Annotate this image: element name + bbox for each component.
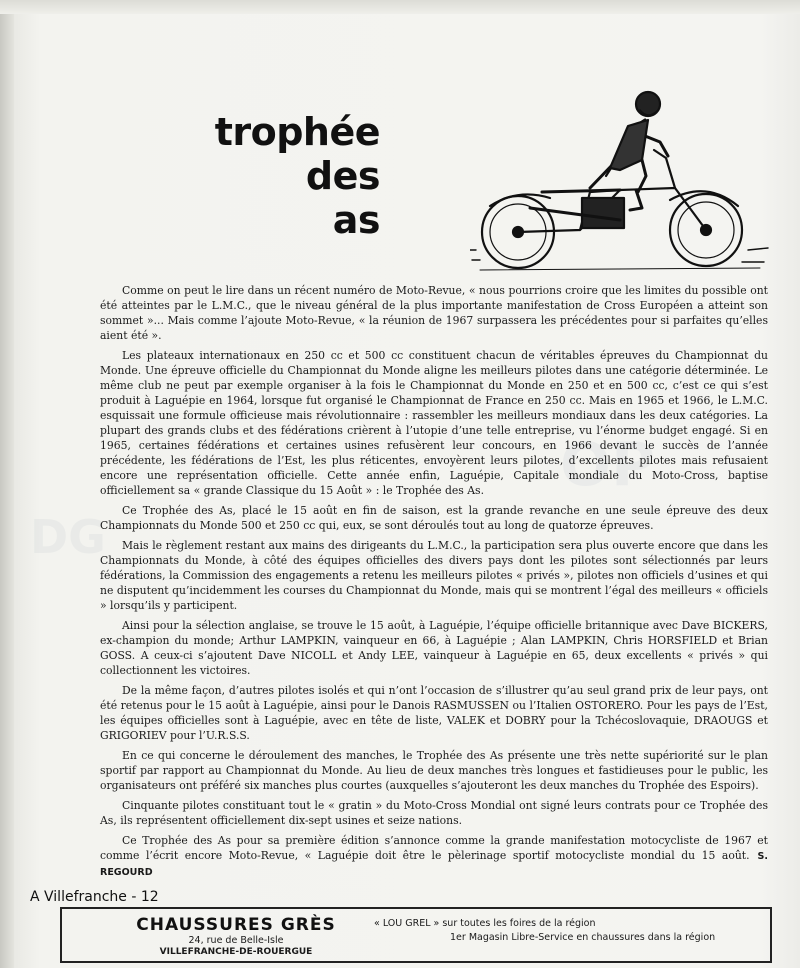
article-title bbox=[155, 110, 380, 242]
paragraph: Les plateaux internationaux en 250 cc et 500 cc constituent chacun de véritables épreuves du Championnat du Monde. Une épreuve officielle du Championnat du Monde aligne les meilleurs pilotes dans une catégorie déterminée. Le même club ne peut par exemple organiser à la fois le Championnat du Monde en 250 et en 500 cc, c’est ce qui s’est produit à Laguépie en 1964, lorsque fut organisé le Championnat de France en 250 cc. Mais en 1965 et 1966, le L.M.C. esquissait une formule officieuse mais révolutionnaire : rassembler les meilleurs mondiaux dans les deux catégories. La plupart des grands clubs et des fédérations crièrent à l’utopie d’une telle entreprise, vu l’énorme budget engagé. Si en 1965, certaines fédérations et certaines usines refusèrent leur concours, en 1966 devant le succès de l’année précédente, les fédérations de l’Est, les plus réticentes, envoyèrent leurs pilotes, d’excellents pilotes mais refusaient encore une représentation officielle. Cette année enfin, Laguépie, Capitale mondiale du Moto-Cross, baptise officiellement sa « grande Classique du 15 Août » : le Trophée des As. bbox=[100, 349, 768, 497]
title-line-1: trophée bbox=[214, 110, 380, 154]
ad-right-block bbox=[374, 917, 764, 945]
paragraph-final bbox=[100, 833, 768, 880]
paragraph: Comme on peut le lire dans un récent numéro de Moto-Revue, « nous pourrions croire que les limites du possible ont été atteintes par le L.M.C., que le niveau général de la plus importante manifestation de Cross Européen a atteint son sommet »... Mais comme l’ajoute Moto-Revue, « la réunion de 1967 surpassera les précédentes pour si parfaites qu’elles aient été ». bbox=[100, 284, 768, 342]
ad-left-block bbox=[86, 915, 386, 957]
title-line-3: as bbox=[332, 198, 380, 242]
ad-address: 24, rue de Belle-Isle bbox=[188, 935, 284, 946]
paragraph: Ainsi pour la sélection anglaise, se trouve le 15 août, à Laguépie, l’équipe officielle britannique avec Dave BICKERS, ex-champion du monde; Arthur LAMPKIN, vainqueur en 66, à Laguépie ; Alan LAMPKIN, Chris HORSFIELD et Brian GOSS. A ceux-ci s’ajoutent Dave NICOLL et Andy LEE, vainqueur à Laguépie en 65, deux excellents « privés » qui collectionnent les victoires. bbox=[100, 619, 768, 677]
page-spine bbox=[0, 0, 14, 968]
page-top-edge bbox=[0, 0, 800, 14]
title-line-2: des bbox=[305, 154, 380, 198]
ad-brand: CHAUSSURES GRÈS bbox=[136, 915, 336, 935]
ad-line-2: 1er Magasin Libre-Service en chaussures dans la région bbox=[450, 932, 716, 943]
paragraph: Cinquante pilotes constituant tout le « gratin » du Moto-Cross Mondial ont signé leurs contrats pour ce Trophée des As, ils représentent officiellement dix-sept usines et seize nations. bbox=[100, 799, 768, 827]
ad-line-1: « LOU GREL » sur toutes les foires de la région bbox=[374, 918, 596, 929]
paragraph: De la même façon, d’autres pilotes isolés et qui n’ont l’occasion de s’illustrer qu’au seul grand prix de leur pays, ont été retenus pour le 15 août à Laguépie, ainsi pour le Danois RASMUSSEN ou l’Italien OSTORERO. Pour les pays de l’Est, les équipes officielles sont à Laguépie, avec en tête de liste, VALEK et DOBRY pour la Tchécoslovaquie, DRAOUGS et GRIGORIEV pour l’U.R.S.S. bbox=[100, 684, 768, 742]
paragraph: En ce qui concerne le déroulement des manches, le Trophée des As présente une très nette supériorité sur le plan sportif par rapport au Championnat du Monde. Au lieu de deux manches très longues et fastidieuses pour le public, les organisateurs ont préféré six manches plus courtes (auxquelles s’ajouteront les deux manches du Trophée des Espoirs). bbox=[100, 749, 768, 792]
paragraph: Ce Trophée des As, placé le 15 août en fin de saison, est la grande revanche en une seule épreuve des deux Championnats du Monde 500 et 250 cc qui, eux, se sont déroulés tout au long de quatorze épreuves. bbox=[100, 504, 768, 532]
page-folio: A Villefranche - 12 bbox=[30, 889, 159, 905]
show-through-text: DG bbox=[30, 510, 106, 564]
author-signature: S. REGOURD bbox=[100, 851, 768, 878]
show-through-text: OP bbox=[560, 430, 655, 500]
paragraph: Ce Trophée des As pour sa première édition s’annonce comme la grande manifestation motocycliste de 1967 et comme l’écrit encore Moto-Revue, « Laguépie doit être le pèlerinage sportif motocycliste mondial du 15 août. bbox=[100, 834, 768, 862]
advertisement-box bbox=[60, 907, 772, 963]
ad-city: VILLEFRANCHE-DE-ROUERGUE bbox=[159, 947, 313, 957]
motocross-rider-illustration bbox=[470, 80, 770, 280]
paragraph: Mais le règlement restant aux mains des dirigeants du L.M.C., la participation sera plus ouverte encore que dans les Championnats du Monde, à côté des équipes officielles des divers pays dont les pilotes sont sélectionnés par leurs fédérations, la Commission des engagements a retenu les meilleurs pilotes « privés », pilotes non officiels d’usines et qui ne disputent qu’incidemment les courses du Championnat du Monde, mais qui se montrent l’égal des meilleurs « officiels » lorsqu’ils y participent. bbox=[100, 539, 768, 612]
article-body bbox=[100, 283, 768, 885]
